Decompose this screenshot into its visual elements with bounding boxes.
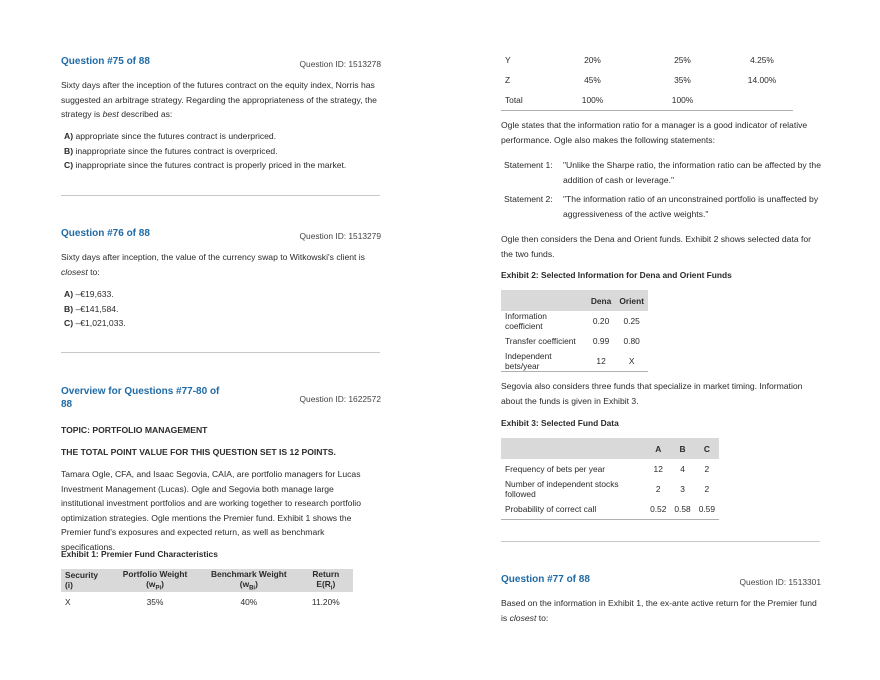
table-cell: 0.25 xyxy=(623,316,640,326)
table-row xyxy=(61,592,353,612)
table-cell: 4.25% xyxy=(750,55,774,65)
table-header-cell: Dena xyxy=(587,290,615,311)
exhibit1-col-return: Return $E(R_i)$ xyxy=(299,569,353,592)
table-cell: 4 xyxy=(680,464,685,474)
exhibit1-col-security: Security (i) xyxy=(61,569,111,592)
statement-2-label: Statement 2: xyxy=(504,194,553,204)
table-cell: 20% xyxy=(584,55,601,65)
exhibit3-header-row xyxy=(501,438,719,459)
divider xyxy=(61,352,380,353)
table-cell: 3 xyxy=(680,484,685,494)
q76-stem: Sixty days after inception, the value of the currency swap to Witkowski's client is closest to: xyxy=(61,252,365,277)
table-cell: 0.52 xyxy=(650,503,667,514)
table-cell: 0.20 xyxy=(592,316,610,326)
statement-1-text: "Unlike the Sharpe ratio, the information ratio can be affected by the addition of cash or leverage." xyxy=(563,160,821,185)
q75-option-a[interactable]: A) appropriate since the futures contract is underpriced. xyxy=(64,131,277,141)
q76-title: Question #76 of 88 xyxy=(61,228,150,239)
table-cell xyxy=(731,90,793,110)
statement-2-text: "The information ratio of an unconstrained portfolio is unaffected by aggressiveness of the active weights." xyxy=(563,194,819,219)
table-row xyxy=(501,70,793,90)
table-row xyxy=(501,90,793,110)
table-cell: Number of independent stocks followed xyxy=(505,479,619,499)
exhibit1-col-benchmark-weight: Benchmark Weight $(w_{Bi})$ xyxy=(199,569,299,592)
table-header-cell xyxy=(501,290,587,311)
exhibit1-header-row xyxy=(61,569,353,592)
table-cell: X xyxy=(628,356,635,366)
table-cell: Total xyxy=(505,94,523,105)
table-cell: 100% xyxy=(581,94,604,105)
divider xyxy=(61,195,380,196)
table-cell: 0.58 xyxy=(674,503,691,514)
exhibit1-title: Exhibit 1: Premier Fund Characteristics xyxy=(61,549,218,559)
exhibit2-header-row xyxy=(501,290,648,311)
table-cell: 14.00% xyxy=(747,75,777,85)
q76-question-id: Question ID: 1513279 xyxy=(299,231,381,241)
q75-stem: Sixty days after the inception of the futures contract on the equity index, Norris has suggested an arbitrage strategy. Regarding the appropriateness of the strategy, the strategy is best described as: xyxy=(61,80,377,119)
table-row xyxy=(501,50,793,70)
table-cell: Frequency of bets per year xyxy=(505,464,606,474)
exhibit3-table xyxy=(501,438,719,520)
table-cell: 0.80 xyxy=(623,336,640,346)
exhibit2-table xyxy=(501,290,648,372)
table-cell: 25% xyxy=(674,55,691,65)
table-cell: Z xyxy=(505,75,511,85)
table-header-cell: Orient xyxy=(615,290,648,311)
table-cell: 100% xyxy=(671,94,694,105)
table-cell: 0.99 xyxy=(592,336,610,346)
q76-options xyxy=(64,287,382,331)
q76-option-b[interactable]: B) –€141,584. xyxy=(64,303,119,314)
q75-option-b[interactable]: B) inappropriate since the futures contract is overpriced. xyxy=(64,145,278,156)
q75-title: Question #75 of 88 xyxy=(61,56,150,67)
table-cell: 2 xyxy=(704,484,710,494)
left-column xyxy=(61,0,381,680)
exhibit3-title: Exhibit 3: Selected Fund Data xyxy=(501,418,619,428)
table-cell: 35% xyxy=(674,75,691,85)
table-cell: X xyxy=(65,596,71,607)
table-header-cell xyxy=(501,438,646,459)
exhibit1-col-portfolio-weight: Portfolio Weight $(w_{Pi})$ xyxy=(111,569,199,592)
exhibit1-table xyxy=(61,569,353,612)
table-row xyxy=(501,499,719,519)
table-cell: 40% xyxy=(240,596,258,607)
exhibit1-table-continued xyxy=(501,50,793,111)
divider xyxy=(501,541,820,542)
q77-title: Question #77 of 88 xyxy=(501,574,590,585)
topic-heading: TOPIC: PORTFOLIO MANAGEMENT xyxy=(61,425,208,435)
table-cell: Independent bets/year xyxy=(505,351,552,371)
table-cell: 11.20% xyxy=(311,596,340,607)
table-cell: 12 xyxy=(596,356,606,366)
table-row xyxy=(501,311,648,331)
q77-stem: Based on the information in Exhibit 1, the ex-ante active return for the Premier fund is closest to: xyxy=(501,598,817,623)
table-header-cell: C xyxy=(695,438,719,459)
table-cell: 2 xyxy=(704,464,710,474)
segovia-paragraph: Segovia also considers three funds that specialize in market timing. Information about the funds is given in Exhibit 3. xyxy=(501,381,803,406)
table-cell: 35% xyxy=(146,596,164,607)
table-cell: 12 xyxy=(653,464,663,474)
table-cell: Information coefficient xyxy=(505,311,547,331)
q75-options xyxy=(64,129,382,173)
table-row xyxy=(501,459,719,479)
q75-option-c[interactable]: C) inappropriate since the futures contract is properly priced in the market. xyxy=(64,160,347,170)
overview-title: Overview for Questions #77-80 of 88 xyxy=(61,386,220,410)
overview-question-id: Question ID: 1622572 xyxy=(299,394,381,404)
table-cell: 0.59 xyxy=(698,503,715,514)
q76-option-c[interactable]: C) –€1,021,033. xyxy=(64,318,126,328)
ogle-then-paragraph: Ogle then considers the Dena and Orient funds. Exhibit 2 shows selected data for the two funds. xyxy=(501,234,812,259)
table-row xyxy=(501,479,719,499)
table-cell: Y xyxy=(505,55,511,65)
q77-question-id: Question ID: 1513301 xyxy=(739,577,821,587)
right-column xyxy=(501,0,821,680)
points-heading: THE TOTAL POINT VALUE FOR THIS QUESTION SET IS 12 POINTS. xyxy=(61,447,336,457)
table-cell: 2 xyxy=(655,484,661,494)
q75-question-id: Question ID: 1513278 xyxy=(299,59,381,69)
exhibit2-title: Exhibit 2: Selected Information for Dena and Orient Funds xyxy=(501,270,732,280)
table-cell: Probability of correct call xyxy=(505,503,597,514)
ogle-states-paragraph: Ogle states that the information ratio for a manager is a good indicator of relative performance. Ogle also makes the following statements: xyxy=(501,120,808,145)
table-cell: Transfer coefficient xyxy=(505,336,576,346)
overview-intro: Tamara Ogle, CFA, and Isaac Segovia, CAIA, are portfolio managers for Lucas Investment Management (Lucas). Ogle and Segovia both manage large institutional investment portfolios and are working together to research portfolio optimization strategies. Ogle mentions the Premier fund. Exhibit 1 shows the Premier fund's exposures and expected return, as well as benchmark specifications. xyxy=(61,469,361,552)
q76-option-a[interactable]: A) –€19,633. xyxy=(64,289,114,299)
statement-1-label: Statement 1: xyxy=(504,160,553,170)
table-header-cell: B xyxy=(670,438,694,459)
table-row xyxy=(501,331,648,351)
table-header-cell: A xyxy=(646,438,670,459)
table-row xyxy=(501,351,648,372)
table-cell: 45% xyxy=(584,75,601,85)
